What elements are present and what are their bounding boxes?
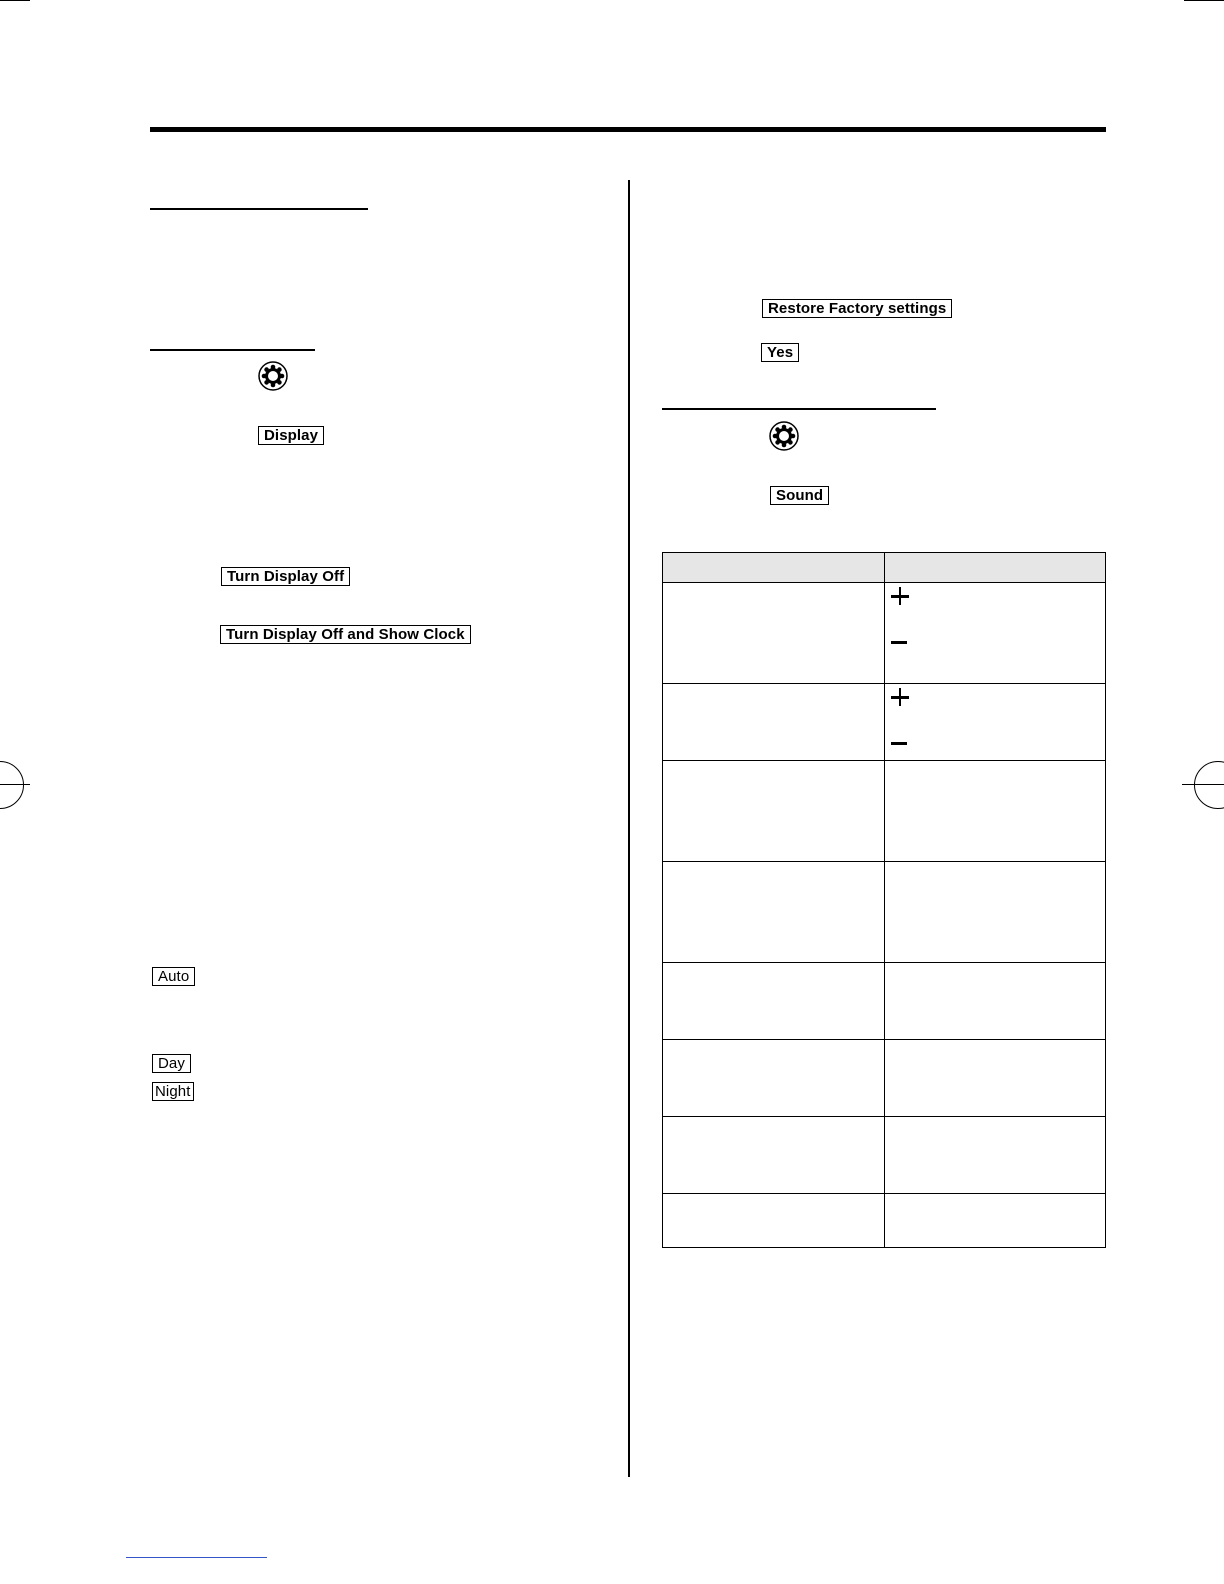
plus-icon bbox=[891, 587, 909, 605]
display-button[interactable]: Display bbox=[258, 426, 324, 445]
table-cell bbox=[663, 1117, 885, 1194]
table-cell bbox=[884, 684, 1106, 761]
table-row bbox=[663, 684, 1106, 761]
table-cell bbox=[663, 1040, 885, 1117]
table-cell bbox=[884, 1040, 1106, 1117]
table-row bbox=[663, 1194, 1106, 1248]
table-row bbox=[663, 583, 1106, 684]
subsection-heading-rule bbox=[150, 349, 315, 351]
table-cell bbox=[884, 1194, 1106, 1248]
table-row bbox=[663, 1040, 1106, 1117]
table-cell bbox=[884, 862, 1106, 963]
table-cell bbox=[663, 684, 885, 761]
registration-mark-right bbox=[1194, 761, 1224, 809]
table-cell bbox=[884, 761, 1106, 862]
table-cell bbox=[663, 862, 885, 963]
minus-icon bbox=[891, 742, 907, 745]
column-divider bbox=[628, 180, 630, 1477]
table-cell bbox=[663, 963, 885, 1040]
table-cell bbox=[663, 583, 885, 684]
table-row bbox=[663, 862, 1106, 963]
turn-display-off-button[interactable]: Turn Display Off bbox=[221, 567, 350, 586]
table-row bbox=[663, 963, 1106, 1040]
minus-icon bbox=[891, 641, 907, 644]
turn-display-off-show-clock-button[interactable]: Turn Display Off and Show Clock bbox=[220, 625, 471, 644]
page-header-rule bbox=[150, 127, 1106, 132]
table-cell bbox=[884, 963, 1106, 1040]
gear-icon bbox=[258, 361, 288, 391]
table-row bbox=[663, 761, 1106, 862]
table-row bbox=[663, 1117, 1106, 1194]
registration-line-left bbox=[0, 784, 30, 785]
table-cell bbox=[663, 1194, 885, 1248]
sound-section-heading-rule bbox=[662, 408, 936, 410]
restore-factory-settings-button[interactable]: Restore Factory settings bbox=[762, 299, 952, 318]
crop-mark-top-left bbox=[0, 0, 30, 1]
day-button[interactable]: Day bbox=[152, 1054, 191, 1073]
table-cell bbox=[663, 761, 885, 862]
table-cell bbox=[884, 583, 1106, 684]
registration-mark-left bbox=[0, 761, 24, 809]
table-header-cell bbox=[884, 553, 1106, 583]
gear-icon bbox=[769, 421, 799, 451]
section-heading-rule bbox=[150, 208, 368, 210]
plus-icon bbox=[891, 688, 909, 706]
sound-settings-table bbox=[662, 552, 1106, 1248]
registration-line-right bbox=[1182, 784, 1224, 785]
table-header-cell bbox=[663, 553, 885, 583]
sound-button[interactable]: Sound bbox=[770, 486, 829, 505]
table-header-row bbox=[663, 553, 1106, 583]
crop-mark-top-right bbox=[1184, 0, 1224, 1]
table-cell bbox=[884, 1117, 1106, 1194]
footer-link-underline[interactable] bbox=[126, 1557, 267, 1558]
auto-button[interactable]: Auto bbox=[152, 967, 195, 986]
night-button[interactable]: Night bbox=[152, 1082, 194, 1101]
yes-button[interactable]: Yes bbox=[761, 343, 799, 362]
